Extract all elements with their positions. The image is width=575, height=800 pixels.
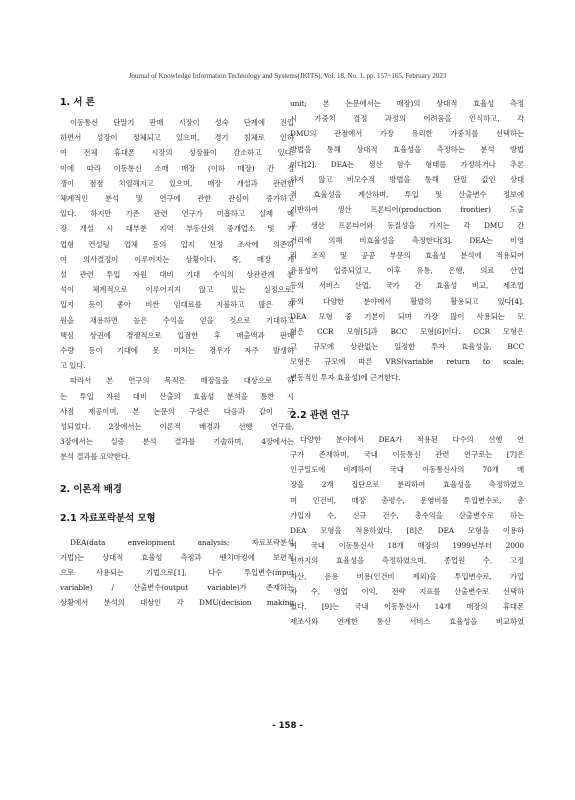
text-line: 하면서 성장이 정체되고 있으며, 경기 침체로 인하 xyxy=(60,133,294,143)
text-line: DEA(data envelopment analysis; 자료포락분석 xyxy=(70,537,294,547)
text-line: 제조사와 연계한 통신 서비스 효율성을 비교하였 xyxy=(290,617,524,627)
text-line: 이다[2]. DEA는 생산 함수 형태를 가정하거나 추론 xyxy=(290,159,524,169)
left-column xyxy=(60,96,294,611)
section-1-paragraph-1 xyxy=(60,115,294,373)
text-line: 이에 따라 이동통신 소매 매장 (이하 매장) 간 경 xyxy=(60,163,294,173)
text-line: 있다. 하지만 기존 관련 연구가 미흡하고 실제 매 xyxy=(60,209,294,219)
text-line: 여 의사결정이 이루어지는 상황이다. 즉, 매장 개 xyxy=(60,254,294,264)
text-line: 시 가중치 결정 과정의 어려움을 인식하고, 각 xyxy=(290,114,524,124)
text-line: 등의 다양한 분야에서 활발히 활용되고 있다[4]. xyxy=(290,296,524,306)
text-line: 년까지의 효율성을 측정하였으며, 종업원 수, 고정 xyxy=(290,556,524,566)
text-line: 변동적인 투자 효율성)에 근거한다. xyxy=(290,372,401,382)
text-line: 사점 제공이며, 본 논문의 구성은 다음과 같이 구 xyxy=(60,406,294,416)
text-line: 쟁이 점점 치열해지고 있으며, 매장 개설과 관련한 xyxy=(60,178,294,188)
text-line: 수량 등이 기대에 못 미치는 경우가 자주 발생하 xyxy=(60,346,294,356)
text-line: 인구밀도에 비례하여 국내 이동통신사의 70개 매 xyxy=(290,465,524,475)
section-2-1-paragraph-continued xyxy=(290,96,524,385)
text-line: 원을 채용하면 높은 수익을 얻을 것으로 기대하고 xyxy=(60,315,294,325)
section-2-2-heading: 2.2 관련 연구 xyxy=(290,409,350,421)
text-line: 자 수, 영업 이익, 전략 지표를 산출변수로 선택하 xyxy=(290,586,524,596)
text-line: 였다. [9]는 국내 이동통신사 14개 매장의 휴대폰 xyxy=(290,602,524,612)
text-line: DEA 모형 중 기본이 되며 가장 많이 사용되는 모 xyxy=(290,311,524,321)
text-line: 다양한 분야에서 DEA가 적용된 다수의 선행 연 xyxy=(300,434,524,444)
text-line: 그 규모에 상관없는 일정한 투자 효율성을, BCC xyxy=(290,342,524,352)
text-line: unit; 본 논문에서는 매장)의 상대적 효율성 측정 xyxy=(290,99,524,108)
text-line: 등의 서비스 산업, 국가 간 효율성 비교, 제조업 xyxy=(290,281,524,291)
text-line: 거리에 의해 비효율성을 측정한다[3]. DEA는 비영 xyxy=(290,235,524,245)
text-line: 기반하여 생산 프론티어(production frontier) 도출 xyxy=(290,205,524,215)
text-line: 설 관련 투입 자원 대비 기대 수익의 상관관계 분 xyxy=(60,270,294,280)
text-line: 유용성이 입증되었고, 이후 유통, 은행, 의료 산업 xyxy=(290,266,524,276)
section-2-1-paragraph-1 xyxy=(60,535,294,611)
page-number: - 158 - xyxy=(272,721,303,731)
text-line: 여 전체 휴대폰 시장의 성장률이 감소하고 있다. xyxy=(60,148,294,158)
text-line: DEA 모형을 적용하였다. [8]은 DEA 모형을 이용하 xyxy=(290,526,524,536)
section-1-paragraph-2 xyxy=(60,373,294,464)
text-line: 며 인건비, 매장 총평수, 운영비를 투입변수로, 총 xyxy=(290,495,524,505)
section-2-1-heading: 2.1 자료포락분석 모형 xyxy=(60,512,156,524)
text-line: 고 있다. xyxy=(60,361,86,371)
text-line: 구가 존재하며, 국내 이동통신 관련 연구로는 [7]은 xyxy=(290,450,524,460)
right-column xyxy=(290,96,524,630)
text-line: 성되었다. 2장에서는 이론적 배경과 선행 연구를, xyxy=(60,422,294,432)
text-line: 상황에서 분석의 대상인 각 DMU(decision making xyxy=(60,598,294,608)
text-line: 3장에서는 실증 분석 결과를 기술하며, 4장에서는 xyxy=(60,437,294,447)
text-line: 장 개설 시 대부분 지역 부동산의 중개업소 및 기 xyxy=(60,224,294,234)
section-2-2-paragraph-1 xyxy=(290,432,524,630)
text-line: 는 투입 자원 대비 산출의 효율성 분석을 통한 시 xyxy=(60,391,294,401)
text-line: 이동통신 단말기 판매 시장이 성숙 단계에 진입 xyxy=(70,118,294,127)
text-line: 자산, 운용 비용(인건비 제외)을 투입변수로, 가입 xyxy=(290,571,524,581)
text-line: 석이 체계적으로 이루어지지 않고 있는 실정으로, xyxy=(60,285,294,295)
text-line: 가입자 수, 신규 건수, 총수익을 산출변수로 하는 xyxy=(290,510,524,520)
text-line: 모형은 규모에 따른 VRS(variable return to scale; xyxy=(290,357,524,367)
text-line: 적 효율성을 계산하며, 투입 및 산출변수 정보에 xyxy=(290,190,524,200)
text-line: 으로 사용되는 기법으로[1], 다수 투입변수(input xyxy=(60,568,294,578)
text-line: 여 국내 이동통신사 18개 매장의 1999년부터 2000 xyxy=(290,541,524,551)
section-1-heading: 1. 서 론 xyxy=(60,97,95,108)
text-line: 기법)는 상대적 효율성 측정과 벤치마킹에 보편적 xyxy=(60,552,294,562)
text-line: 리 조직 및 공공 부문의 효율성 분석에 적용되어 xyxy=(290,251,524,261)
text-line: 입지 등이 좋아 비싼 임대료를 지불하고 많은 직 xyxy=(60,300,294,310)
section-2-heading: 2. 이론적 배경 xyxy=(60,483,122,495)
text-line: 체계적인 분석 및 연구에 관한 관심이 증가하고 xyxy=(60,194,294,204)
text-line: variable) / 산출변수(output variable)가 존재하는 xyxy=(60,583,294,593)
text-line: 핵심 상권에 경쟁적으로 입점한 후 매출액과 판매 xyxy=(60,330,294,340)
text-line: 하지 않고 비모수적 방법을 통해 단일 값인 상대 xyxy=(290,175,524,185)
text-line: 분석 결과를 요약한다. xyxy=(60,452,131,462)
text-line: 업형 컨설팅 업체 등의 입지 선정 조사에 의존하 xyxy=(60,239,294,249)
text-line: 장을 2개 집단으로 분리하여 효율성을 측정하였으 xyxy=(290,480,524,490)
text-line: 따라서 본 연구의 목적은 매장들을 대상으로 하 xyxy=(70,376,294,386)
text-line: DMU의 관점에서 가장 유리한 가중치를 선택하는 xyxy=(290,129,524,139)
text-line: 후 생산 프론티어와 동질성을 가지는 각 DMU 간 xyxy=(290,220,524,230)
text-line: 방법을 통해 상대적 효율성을 측정하는 분석 방법 xyxy=(290,144,524,154)
running-header: Journal of Knowledge Information Technology and Systems(JKITS), Vol. 18, No. 1, pp. 157~165, February 2023 xyxy=(128,72,447,80)
text-line: 형은 CCR 모형[5]과 BCC 모형[6]이다. CCR 모형은 xyxy=(290,327,524,337)
